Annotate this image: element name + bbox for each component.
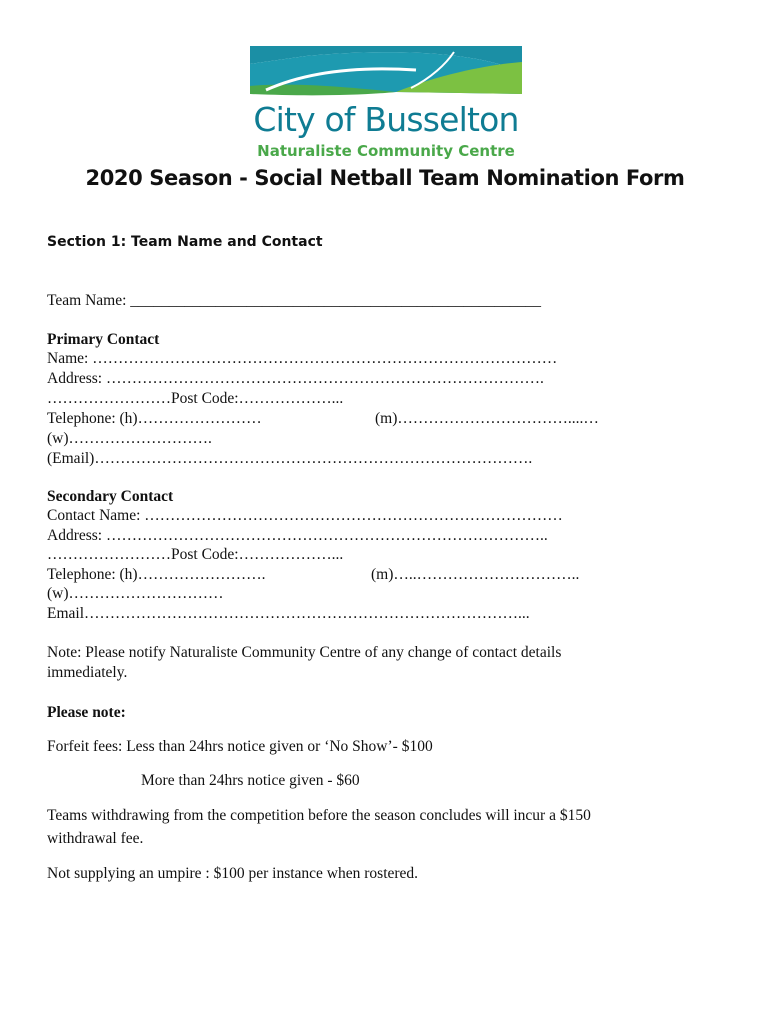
primary-address-field[interactable]: Address: …………………………………………………………………………. xyxy=(47,370,544,387)
secondary-telephone-m-field[interactable]: (m)…..………………………….. xyxy=(371,566,580,583)
withdrawal-fee-text: Teams withdrawing from the competition before the season concludes will incur a $150 xyxy=(47,807,591,824)
team-name-field[interactable]: Team Name: _____________________________________________________ xyxy=(47,292,542,309)
primary-work-phone-field[interactable]: (w)………………………. xyxy=(47,430,212,447)
contact-change-note: Note: Please notify Naturaliste Community Centre of any change of contact details xyxy=(47,644,562,661)
city-of-busselton-logo xyxy=(246,42,526,164)
primary-email-field[interactable]: (Email)…………………………………………………………………………. xyxy=(47,450,533,467)
form-title: 2020 Season - Social Netball Team Nomination Form xyxy=(85,166,685,190)
umpire-fee-text: Not supplying an umpire : $100 per instance when rostered. xyxy=(47,865,419,882)
primary-contact-heading: Primary Contact xyxy=(47,331,160,348)
secondary-name-field[interactable]: Contact Name: ……………………………………………………………………… xyxy=(47,507,563,524)
primary-telephone-m-field[interactable]: (m)……………………………....… xyxy=(375,410,599,427)
forfeit-fee-more-text: More than 24hrs notice given - $60 xyxy=(141,772,360,789)
secondary-postcode-field[interactable]: ……………………Post Code:………………... xyxy=(47,546,344,563)
secondary-address-field[interactable]: Address: ………………………………………………………………………….. xyxy=(47,527,548,544)
secondary-work-phone-field[interactable]: (w)………………………… xyxy=(47,585,224,602)
section-heading: Section 1: Team Name and Contact xyxy=(47,234,323,250)
secondary-email-field[interactable]: Email…………………………………………………………………………... xyxy=(47,605,530,622)
primary-name-field[interactable]: Name: ……………………………………………………………………………… xyxy=(47,350,558,367)
primary-telephone-h-field[interactable]: Telephone: (h)…………………… xyxy=(47,410,262,427)
primary-postcode-field[interactable]: ……………………Post Code:………………... xyxy=(47,390,344,407)
forfeit-fee-text: Forfeit fees: Less than 24hrs notice given or ‘No Show’- $100 xyxy=(47,738,433,755)
secondary-telephone-h-field[interactable]: Telephone: (h)……………………. xyxy=(47,566,266,583)
secondary-contact-heading: Secondary Contact xyxy=(47,488,174,505)
withdrawal-fee-text-cont: withdrawal fee. xyxy=(47,830,144,847)
logo-city-name: City of Busselton xyxy=(253,100,519,139)
logo-subtitle: Naturaliste Community Centre xyxy=(257,142,515,160)
logo-landscape-graphic xyxy=(246,42,526,102)
contact-change-note-cont: immediately. xyxy=(47,664,128,681)
please-note-heading: Please note: xyxy=(47,704,126,721)
